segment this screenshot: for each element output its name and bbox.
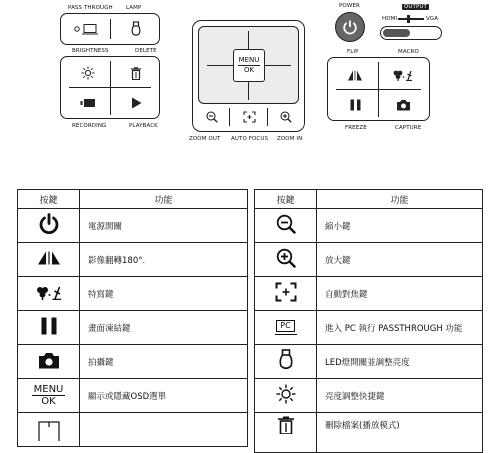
playback-button[interactable] — [119, 93, 153, 113]
delete-icon — [277, 416, 295, 434]
header-key: 按鍵 — [255, 190, 317, 209]
menu-ok-icon: MENU OK — [33, 383, 64, 407]
table-row — [255, 311, 483, 345]
capture-button[interactable] — [386, 95, 420, 115]
record-button[interactable] — [71, 93, 105, 113]
delete-icon — [130, 67, 142, 80]
ok-label: OK — [243, 66, 255, 74]
row-text: 畫面凍結鍵 — [80, 311, 248, 345]
brightness-button[interactable] — [71, 63, 105, 83]
zoom-out-button[interactable] — [198, 107, 226, 127]
output-switch-indicator — [398, 18, 424, 20]
row-text: 進入 PC 執行 PASSTHROUGH 功能 — [317, 311, 483, 345]
table-row — [18, 277, 248, 311]
table-row — [255, 379, 483, 413]
brightness-icon — [276, 384, 296, 404]
zoom-in-button[interactable] — [272, 107, 300, 127]
row-text: 電源開關 — [80, 209, 248, 243]
label-vga: VGA — [426, 16, 439, 22]
power-icon — [342, 19, 358, 35]
table-row — [255, 413, 483, 453]
menu-label: MENU — [238, 56, 260, 64]
label-capture: CAPTURE — [395, 125, 422, 131]
row-text: 影像翻轉180°. — [80, 243, 248, 277]
label-recording: RECORDING — [72, 123, 107, 129]
row-text: LED燈開關並調整亮度 — [317, 345, 483, 379]
row-text: 自動對焦鍵 — [317, 277, 483, 311]
partial-icon — [38, 421, 60, 441]
label-zoom-out: ZOOM OUT — [189, 136, 221, 142]
autofocus-icon — [243, 111, 256, 123]
brightness-record-panel — [60, 56, 160, 119]
table-row — [18, 345, 248, 379]
table-row — [255, 345, 483, 379]
header-function: 功能 — [317, 190, 483, 209]
table-header-row — [18, 190, 248, 209]
table-header-row — [255, 190, 483, 209]
table-row — [18, 413, 248, 447]
lamp-icon — [278, 349, 294, 371]
flip-icon — [37, 251, 61, 265]
row-text: 顯示或隱藏OSD選單 — [80, 379, 248, 413]
record-icon — [80, 98, 96, 108]
navigation-panel — [192, 20, 305, 132]
camera-icon — [38, 352, 60, 369]
power-icon — [38, 213, 60, 235]
zoom-out-icon — [206, 111, 218, 123]
label-flip: FLIP — [347, 49, 359, 55]
zoom-in-icon — [276, 248, 296, 268]
power-button[interactable] — [335, 12, 365, 42]
flip-macro-panel — [327, 57, 430, 121]
label-lamp: LAMP — [126, 5, 142, 11]
table-row — [18, 379, 248, 413]
row-text: 拍攝鍵 — [80, 345, 248, 379]
delete-button[interactable] — [119, 63, 153, 83]
camera-icon — [396, 99, 411, 111]
freeze-icon — [350, 99, 361, 111]
brightness-icon — [81, 66, 95, 80]
label-auto-focus: AUTO FOCUS — [231, 136, 269, 142]
pass-through-icon — [73, 23, 99, 35]
freeze-button[interactable] — [338, 95, 372, 115]
lamp-icon — [130, 21, 142, 37]
row-text: 特寫鍵 — [80, 277, 248, 311]
label-power: POWER — [339, 3, 360, 9]
autofocus-icon — [275, 282, 297, 302]
macro-button[interactable] — [386, 65, 420, 85]
play-icon — [131, 97, 142, 109]
row-text: 放大鍵 — [317, 243, 483, 277]
pass-through-button[interactable] — [69, 20, 103, 38]
flip-icon — [347, 70, 363, 81]
lamp-button[interactable] — [119, 18, 153, 40]
output-toggle[interactable] — [380, 26, 442, 40]
row-text — [80, 413, 248, 447]
label-freeze: FREEZE — [345, 125, 367, 131]
output-switch-knob — [407, 15, 410, 23]
macro-icon — [36, 285, 62, 300]
label-playback: PLAYBACK — [129, 123, 158, 129]
header-key: 按鍵 — [18, 190, 80, 209]
table-row — [18, 311, 248, 345]
label-brightness: BRIGHTNESS — [72, 48, 109, 54]
table-row — [255, 243, 483, 277]
zoom-in-icon — [280, 111, 292, 123]
autofocus-button[interactable] — [235, 107, 263, 127]
table-row — [18, 243, 248, 277]
dpad — [198, 26, 299, 104]
table-row — [255, 209, 483, 243]
row-text: 亮度調整快捷鍵 — [317, 379, 483, 413]
pass-lamp-panel — [60, 13, 160, 45]
freeze-icon — [41, 317, 57, 335]
header-function: 功能 — [80, 190, 248, 209]
table-row — [255, 277, 483, 311]
table-row — [18, 209, 248, 243]
pc-icon: PC — [275, 320, 297, 335]
label-delete: DELETE — [135, 48, 157, 54]
row-text: 縮小鍵 — [317, 209, 483, 243]
zoom-out-icon — [276, 214, 296, 234]
menu-ok-button[interactable] — [233, 49, 265, 82]
flip-button[interactable] — [338, 65, 372, 85]
row-text: 刪除檔案(播放模式) — [317, 413, 483, 453]
label-zoom-in: ZOOM IN — [277, 136, 303, 142]
label-hdmi: HDMI — [382, 16, 398, 22]
label-macro: MACRO — [398, 49, 419, 55]
label-output: OUTPUT — [404, 4, 428, 10]
function-table-right — [254, 189, 483, 453]
macro-icon — [393, 69, 413, 81]
label-pass-through: PASS THROUGH — [68, 5, 113, 11]
function-table-left — [17, 189, 248, 447]
